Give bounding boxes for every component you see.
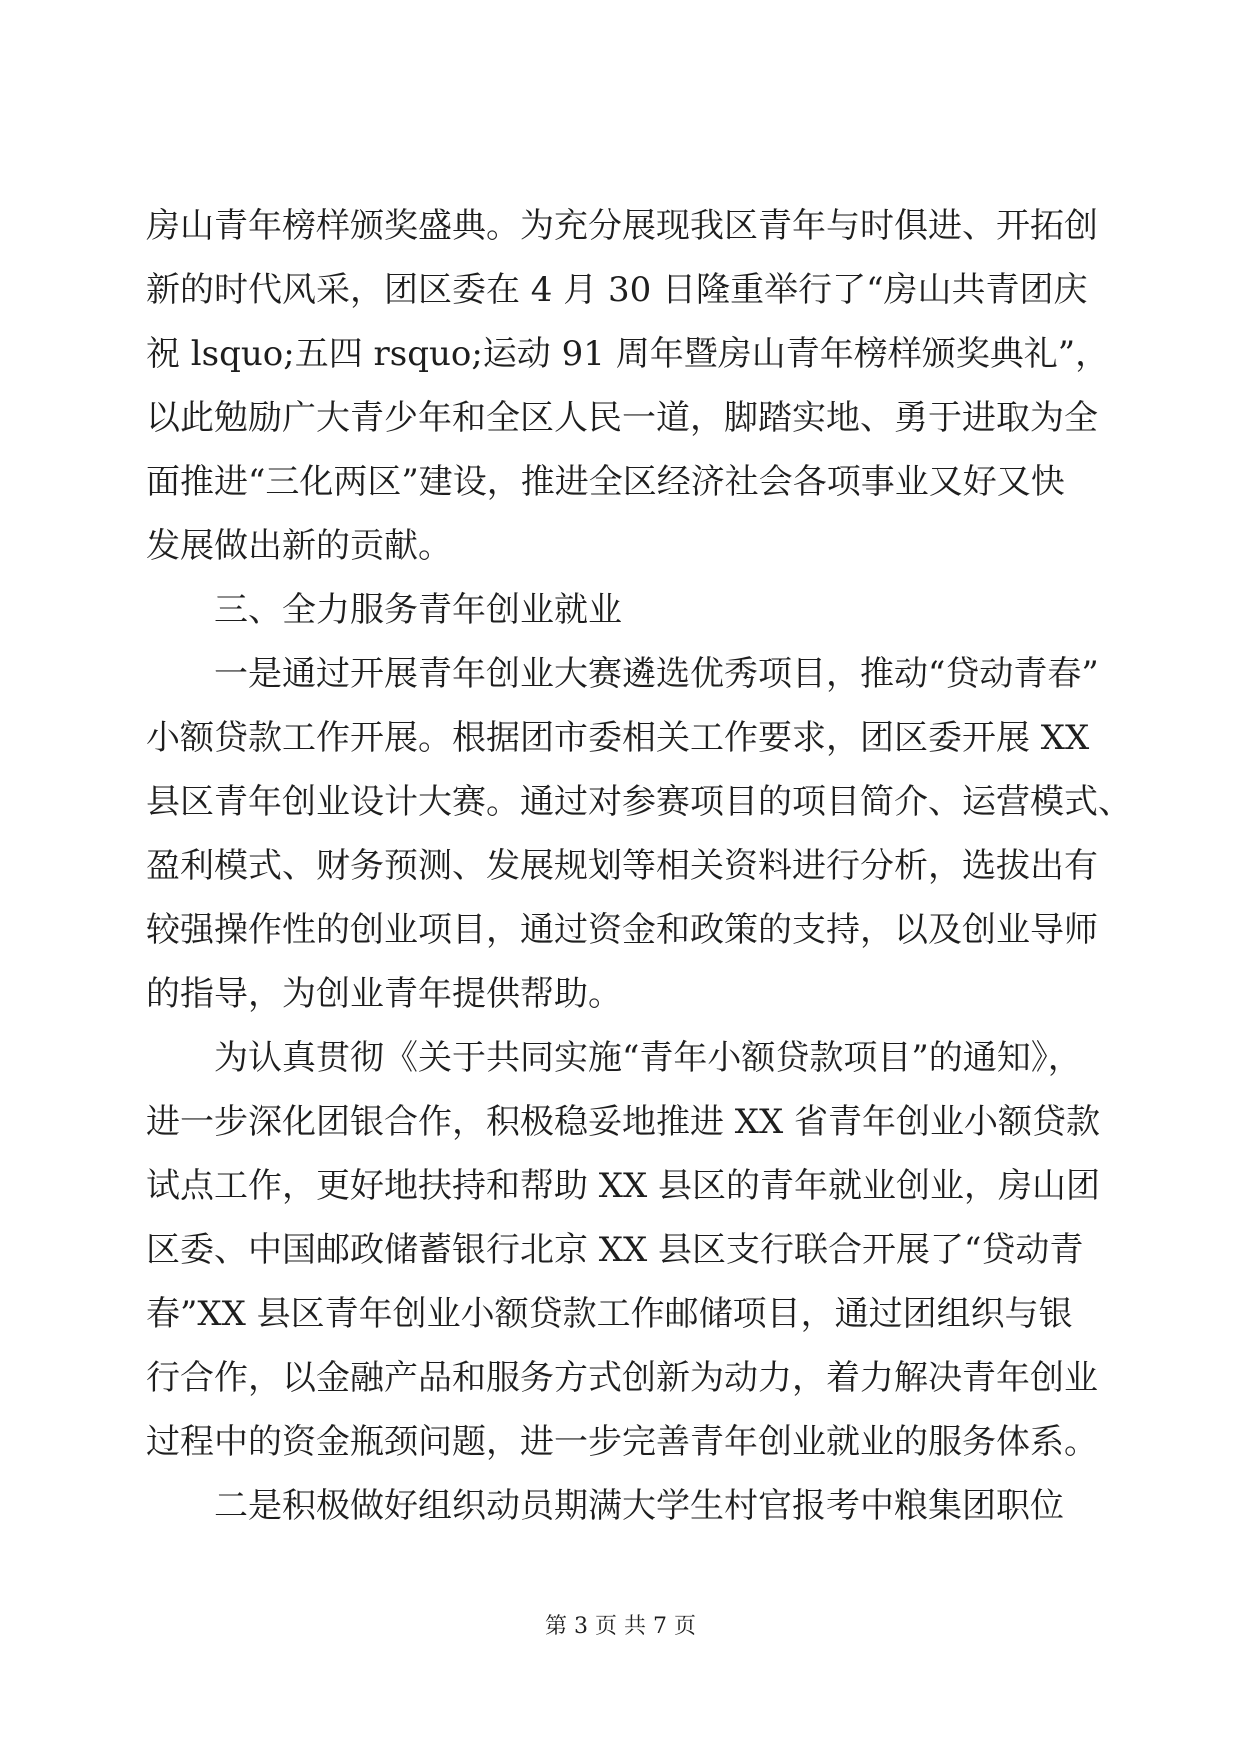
body-line: 祝 lsquo;五四 rsquo;运动 91 周年暨房山青年榜样颁奖典礼”， [146, 334, 1110, 374]
body-line: 二是积极做好组织动员期满大学生村官报考中粮集团职位 [214, 1486, 1064, 1526]
body-line: 过程中的资金瓶颈问题，进一步完善青年创业就业的服务体系。 [146, 1422, 1098, 1462]
body-line: 春”XX 县区青年创业小额贷款工作邮储项目，通过团组织与银 [146, 1294, 1073, 1334]
body-line: 县区青年创业设计大赛。通过对参赛项目的项目简介、运营模式、 [146, 782, 1132, 822]
body-line: 一是通过开展青年创业大赛遴选优秀项目，推动“贷动青春” [214, 654, 1099, 694]
body-line: 房山青年榜样颁奖盛典。为充分展现我区青年与时俱进、开拓创 [146, 206, 1098, 246]
body-line: 以此勉励广大青少年和全区人民一道，脚踏实地、勇于进取为全 [146, 398, 1098, 438]
body-line: 区委、中国邮政储蓄银行北京 XX 县区支行联合开展了“贷动青 [146, 1230, 1084, 1270]
body-line: 新的时代风采，团区委在 4 月 30 日隆重举行了“房山共青团庆 [146, 270, 1088, 310]
body-line: 面推进“三化两区”建设，推进全区经济社会各项事业又好又快 [146, 462, 1065, 502]
body-line: 进一步深化团银合作，积极稳妥地推进 XX 省青年创业小额贷款 [146, 1102, 1101, 1142]
page-number-footer: 第 3 页 共 7 页 [545, 1614, 696, 1639]
body-line: 发展做出新的贡献。 [146, 526, 452, 566]
body-line: 行合作，以金融产品和服务方式创新为动力，着力解决青年创业 [146, 1358, 1098, 1398]
body-line: 盈利模式、财务预测、发展规划等相关资料进行分析，选拔出有 [146, 846, 1098, 886]
body-line: 试点工作，更好地扶持和帮助 XX 县区的青年就业创业，房山团 [146, 1166, 1101, 1206]
body-line: 为认真贯彻《关于共同实施“青年小额贷款项目”的通知》， [214, 1038, 1082, 1078]
body-line: 的指导，为创业青年提供帮助。 [146, 974, 622, 1014]
section-heading: 三、全力服务青年创业就业 [214, 590, 622, 630]
body-line: 较强操作性的创业项目，通过资金和政策的支持，以及创业导师 [146, 910, 1098, 950]
body-line: 小额贷款工作开展。根据团市委相关工作要求，团区委开展 XX [146, 718, 1090, 758]
